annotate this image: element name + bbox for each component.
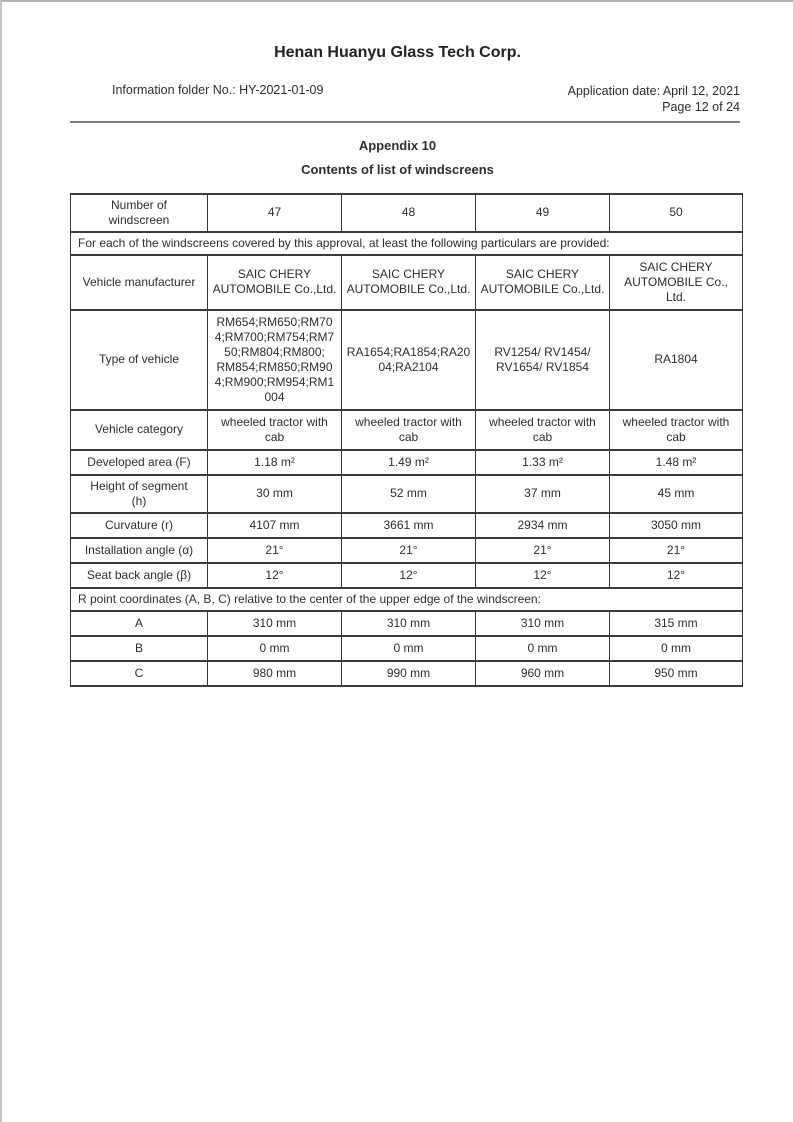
windscreen-number-cell: 49 <box>476 194 610 232</box>
value-cell: 21° <box>208 538 342 563</box>
application-date: Application date: April 12, 2021 <box>567 84 740 98</box>
row-label-cell: Number of windscreen <box>71 194 208 232</box>
windscreen-table <box>70 193 743 687</box>
table-row-vehicle-manufacturer <box>71 255 743 310</box>
value-cell: 980 mm <box>208 661 342 686</box>
table-row-coordinate-c <box>71 661 743 686</box>
table-row-height-of-segment <box>71 475 743 513</box>
value-cell: RA1804 <box>610 310 743 410</box>
row-label-cell: Seat back angle (β) <box>71 563 208 588</box>
header-info-row <box>112 83 740 116</box>
value-cell: SAIC CHERY AUTOMOBILE Co.,Ltd. <box>208 255 342 310</box>
value-cell: 990 mm <box>342 661 476 686</box>
value-cell: 2934 mm <box>476 513 610 538</box>
row-label-cell: A <box>71 611 208 636</box>
row-label-cell: Vehicle manufacturer <box>71 255 208 310</box>
value-cell: SAIC CHERY AUTOMOBILE Co.,Ltd. <box>342 255 476 310</box>
value-cell: 4107 mm <box>208 513 342 538</box>
header-divider <box>70 121 740 123</box>
value-cell: 0 mm <box>342 636 476 661</box>
windscreen-number-cell: 47 <box>208 194 342 232</box>
value-cell: 1.49 m² <box>342 450 476 475</box>
page-title: Henan Huanyu Glass Tech Corp. <box>274 44 521 61</box>
value-cell: 3661 mm <box>342 513 476 538</box>
value-cell: 310 mm <box>342 611 476 636</box>
value-cell: 1.33 m² <box>476 450 610 475</box>
value-cell: wheeled tractor with cab <box>476 410 610 450</box>
value-cell: 0 mm <box>476 636 610 661</box>
value-cell: wheeled tractor with cab <box>342 410 476 450</box>
value-cell: 30 mm <box>208 475 342 513</box>
row-label-cell: C <box>71 661 208 686</box>
row-label-cell: Curvature (r) <box>71 513 208 538</box>
r-point-note-cell: R point coordinates (A, B, C) relative to the center of the upper edge of the windscreen: <box>71 588 743 611</box>
row-label-cell: Installation angle (α) <box>71 538 208 563</box>
page-number: Page 12 of 24 <box>662 100 740 115</box>
table-row-windscreen-number <box>71 194 743 232</box>
value-cell: RA1654;RA1854;RA2004;RA2104 <box>342 310 476 410</box>
table-row-coordinate-b <box>71 636 743 661</box>
row-label-cell: Vehicle category <box>71 410 208 450</box>
value-cell: 21° <box>610 538 743 563</box>
value-cell: 310 mm <box>208 611 342 636</box>
value-cell: SAIC CHERY AUTOMOBILE Co.,Ltd. <box>476 255 610 310</box>
value-cell: 1.18 m² <box>208 450 342 475</box>
particulars-note-cell: For each of the windscreens covered by this approval, at least the following particulars are provided: <box>71 232 743 255</box>
table-row-note <box>71 232 743 255</box>
value-cell: 310 mm <box>476 611 610 636</box>
value-cell: 0 mm <box>208 636 342 661</box>
value-cell: 12° <box>208 563 342 588</box>
value-cell: wheeled tractor with cab <box>208 410 342 450</box>
row-label-cell: Type of vehicle <box>71 310 208 410</box>
value-cell: 0 mm <box>610 636 743 661</box>
value-cell: RM654;RM650;RM704;RM700;RM754;RM750;RM804;RM800; RM854;RM850;RM904;RM900;RM954;RM1004 <box>208 310 342 410</box>
value-cell: 12° <box>610 563 743 588</box>
value-cell: 12° <box>476 563 610 588</box>
value-cell: 1.48 m² <box>610 450 743 475</box>
value-cell: 21° <box>342 538 476 563</box>
value-cell: 950 mm <box>610 661 743 686</box>
table-row-curvature <box>71 513 743 538</box>
table-row-developed-area <box>71 450 743 475</box>
value-cell: SAIC CHERY AUTOMOBILE Co., Ltd. <box>610 255 743 310</box>
value-cell: RV1254/ RV1454/ RV1654/ RV1854 <box>476 310 610 410</box>
table-row-type-of-vehicle <box>71 310 743 410</box>
table-caption: Contents of list of windscreens <box>301 161 494 177</box>
value-cell: 315 mm <box>610 611 743 636</box>
value-cell: 21° <box>476 538 610 563</box>
value-cell: 3050 mm <box>610 513 743 538</box>
value-cell: wheeled tractor with cab <box>610 410 743 450</box>
windscreen-number-cell: 50 <box>610 194 743 232</box>
table-row-coordinate-a <box>71 611 743 636</box>
value-cell: 960 mm <box>476 661 610 686</box>
table-row-installation-angle <box>71 538 743 563</box>
row-label-cell: Developed area (F) <box>71 450 208 475</box>
table-row-r-point-note <box>71 588 743 611</box>
value-cell: 45 mm <box>610 475 743 513</box>
value-cell: 52 mm <box>342 475 476 513</box>
row-label-cell: B <box>71 636 208 661</box>
table-row-vehicle-category <box>71 410 743 450</box>
appendix-title: Appendix 10 <box>358 137 437 153</box>
header-info-right <box>568 83 740 116</box>
value-cell: 12° <box>342 563 476 588</box>
windscreen-number-cell: 48 <box>342 194 476 232</box>
info-folder-number: Information folder No.: HY-2021-01-09 <box>112 83 324 97</box>
table-row-seat-back-angle <box>71 563 743 588</box>
value-cell: 37 mm <box>476 475 610 513</box>
row-label-cell: Height of segment (h) <box>71 475 208 513</box>
